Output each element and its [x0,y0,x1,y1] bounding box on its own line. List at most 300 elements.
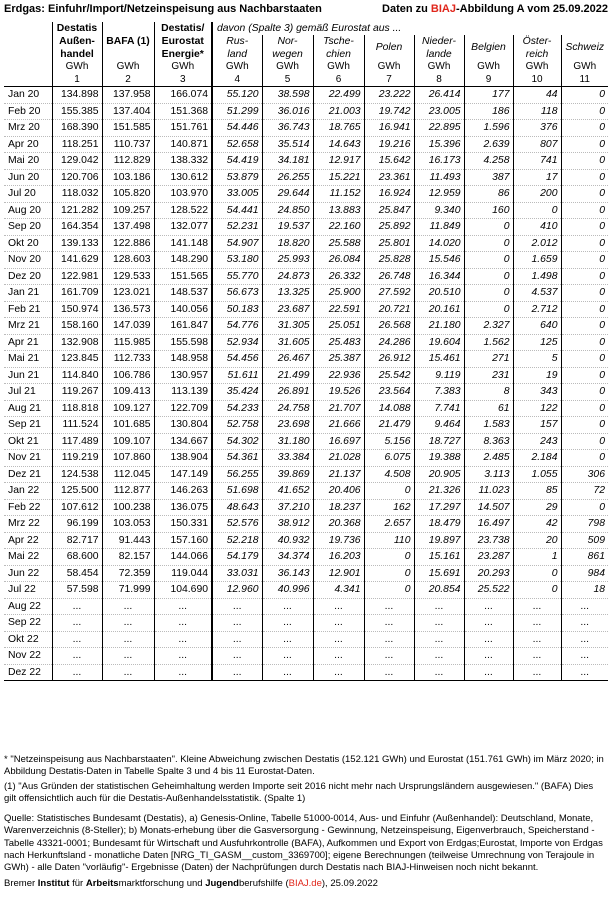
table-cell: ... [52,615,102,632]
row-label: Mrz 20 [4,120,52,137]
table-cell: 41.652 [262,483,313,500]
table-row [4,400,608,417]
table-cell: 0 [364,582,414,599]
table-cell: 4.341 [313,582,364,599]
table-cell: 107.860 [102,450,154,467]
table-cell: ... [414,631,464,648]
table-cell: 0 [561,120,608,137]
table-cell: 0 [561,417,608,434]
table-cell: 139.133 [52,235,102,252]
table-cell: 5 [513,351,561,368]
table-cell: 115.985 [102,334,154,351]
table-cell: 509 [561,532,608,549]
table-cell: ... [464,598,513,615]
table-cell: 119.044 [154,565,212,582]
table-cell: 134.667 [154,433,212,450]
table-cell: ... [414,648,464,665]
table-cell: 122.981 [52,268,102,285]
table-cell: 110 [364,532,414,549]
table-cell: 5.156 [364,433,414,450]
table-cell: 0 [561,235,608,252]
table-cell: 140.871 [154,136,212,153]
row-label: Aug 20 [4,202,52,219]
note-star: * "Netzeinspeisung aus Nachbarstaaten". Kleine Abweichung zwischen Destatis (152.121 GWh) und Eurostat (151.761 GWh) im März 2020; in Abbildung Destatis-Daten in Tabelle Spalte 3 und 4 bis 11 Eurostat-Daten. [4,754,604,778]
table-cell: 16.924 [364,186,414,203]
table-cell: 112.045 [102,466,154,483]
table-cell: 19.216 [364,136,414,153]
table-cell: 82.717 [52,532,102,549]
table-cell: 15.396 [414,136,464,153]
table-cell: 129.533 [102,268,154,285]
table-cell: 0 [561,301,608,318]
table-cell: 0 [561,103,608,120]
table-cell: 58.454 [52,565,102,582]
table-cell: 376 [513,120,561,137]
table-cell: 15.691 [414,565,464,582]
table-cell: 1 [513,549,561,566]
table-cell: 40.932 [262,532,313,549]
table-cell: 17.297 [414,499,464,516]
table-cell: 157.160 [154,532,212,549]
table-cell: 26.332 [313,268,364,285]
row-label: Apr 21 [4,334,52,351]
table-cell: 105.820 [102,186,154,203]
table-cell: 36.016 [262,103,313,120]
table-cell: 134.898 [52,87,102,104]
table-cell: ... [513,631,561,648]
table-cell: 8.363 [464,433,513,450]
row-label: Dez 22 [4,664,52,681]
note-1: (1) "Aus Gründen der statistischen Geheimhaltung werden Importe seit 2016 nicht mehr nach Ursprungsländern ausgewiesen." (BAFA) Dies gilt offensichtlich auch für die Destatis-Außenhandelsstatistik. (Spalte 1) [4,780,594,804]
table-cell: 129.042 [52,153,102,170]
table-cell: 100.238 [102,499,154,516]
table-cell: ... [364,631,414,648]
table-cell: 20.854 [414,582,464,599]
table-cell: 118.032 [52,186,102,203]
row-label: Aug 22 [4,598,52,615]
footer: Bremer Institut für Arbeitsmarktforschung und Jugendberufshilfe (BIAJ.de), 25.09.2022 [4,877,378,889]
table-cell: 147.039 [102,318,154,335]
table-cell: 125 [513,334,561,351]
table-cell: 34.181 [262,153,313,170]
table-cell: ... [561,615,608,632]
table-cell: 25.387 [313,351,364,368]
table-cell: 861 [561,549,608,566]
table-cell: 146.263 [154,483,212,500]
table-row [4,483,608,500]
table-cell: 0 [561,367,608,384]
table-cell: 85 [513,483,561,500]
table-cell: 144.066 [154,549,212,566]
table-cell: ... [561,631,608,648]
table-cell: ... [313,598,364,615]
table-cell: 2.485 [464,450,513,467]
table-cell: 23.564 [364,384,414,401]
table-row [4,318,608,335]
table-cell: 124.538 [52,466,102,483]
table-cell: 343 [513,384,561,401]
table-cell: ... [154,648,212,665]
table-cell: ... [52,598,102,615]
table-cell: 40.996 [262,582,313,599]
table-cell: 11.849 [414,219,464,236]
table-cell: 2.327 [464,318,513,335]
unit-label: GWh [313,61,364,73]
row-label: Nov 21 [4,450,52,467]
table-cell: 109.107 [102,433,154,450]
table-cell: 25.801 [364,235,414,252]
table-cell: 109.413 [102,384,154,401]
table-cell: ... [262,664,313,681]
table-cell: 61 [464,400,513,417]
table-cell: 20.721 [364,301,414,318]
table-cell: 56.255 [212,466,262,483]
table-cell: ... [364,648,414,665]
table-cell: 114.840 [52,367,102,384]
table-cell: 7.383 [414,384,464,401]
table-cell: 151.565 [154,268,212,285]
table-cell: ... [513,648,561,665]
row-label: Mrz 22 [4,516,52,533]
table-row [4,120,608,137]
table-cell: 2.184 [513,450,561,467]
table-cell: ... [313,664,364,681]
row-label: Nov 22 [4,648,52,665]
table-cell: 1.562 [464,334,513,351]
table-cell: 137.404 [102,103,154,120]
table-cell: ... [414,664,464,681]
col-norwegen: Nor-wegen [262,35,313,61]
table-cell: 24.758 [262,400,313,417]
table-cell: 48.643 [212,499,262,516]
table-cell: 140.056 [154,301,212,318]
row-label: Feb 20 [4,103,52,120]
table-cell: 128.522 [154,202,212,219]
table-cell: 132.077 [154,219,212,236]
table-cell: 12.901 [313,565,364,582]
table-cell: 0 [561,285,608,302]
table-cell: 0 [561,400,608,417]
table-cell: 151.585 [102,120,154,137]
table-cell: 104.690 [154,582,212,599]
table-cell: 112.733 [102,351,154,368]
table-cell: 14.020 [414,235,464,252]
table-cell: 91.443 [102,532,154,549]
table-cell: 24.850 [262,202,313,219]
table-cell: 25.522 [464,582,513,599]
table-cell: 148.958 [154,351,212,368]
column-number: 7 [364,73,414,87]
table-cell: ... [464,664,513,681]
table-cell: 147.149 [154,466,212,483]
table-cell: 119.219 [52,450,102,467]
table-cell: 55.770 [212,268,262,285]
table-cell: 26.912 [364,351,414,368]
col-belgien: Belgien [464,35,513,61]
row-label: Jan 20 [4,87,52,104]
table-cell: 9.340 [414,202,464,219]
table-cell: 19.604 [414,334,464,351]
table-cell: 1.583 [464,417,513,434]
table-cell: 22.499 [313,87,364,104]
table-cell: ... [513,598,561,615]
table-cell: ... [364,664,414,681]
table-row [4,417,608,434]
table-cell: ... [561,598,608,615]
table-cell: ... [212,631,262,648]
table-cell: 0 [561,153,608,170]
table-cell: 13.883 [313,202,364,219]
row-label: Sep 21 [4,417,52,434]
table-cell: 23.222 [364,87,414,104]
table-cell: 162 [364,499,414,516]
table-cell: 103.186 [102,169,154,186]
table-row [4,219,608,236]
notes [4,754,604,890]
unit-label: GWh [414,61,464,73]
table-cell: 25.993 [262,252,313,269]
table-cell: 0 [561,433,608,450]
table-cell: 103.053 [102,516,154,533]
unit-label: GWh [513,61,561,73]
row-label: Apr 22 [4,532,52,549]
table-cell: 52.658 [212,136,262,153]
table-cell: 18.765 [313,120,364,137]
table-cell: 148.537 [154,285,212,302]
table-cell: ... [313,615,364,632]
table-cell: 0 [561,219,608,236]
table-cell: 0 [513,582,561,599]
table-cell: 33.005 [212,186,262,203]
table-row [4,384,608,401]
table-cell: ... [262,648,313,665]
column-number: 1 [52,73,102,87]
table-cell: 54.441 [212,202,262,219]
table-cell: 53.879 [212,169,262,186]
table-cell: 14.643 [313,136,364,153]
table-cell: 19.526 [313,384,364,401]
table-cell: 0 [513,202,561,219]
table-cell: 2.712 [513,301,561,318]
table-cell: 123.021 [102,285,154,302]
table-cell: 151.761 [154,120,212,137]
table-cell: 21.028 [313,450,364,467]
table-cell: 141.629 [52,252,102,269]
gas-import-table [4,22,608,681]
table-cell: 29.644 [262,186,313,203]
table-row [4,648,608,665]
table-row [4,285,608,302]
table-cell: 19.897 [414,532,464,549]
table-cell: 14.507 [464,499,513,516]
table-row [4,499,608,516]
table-cell: 17 [513,169,561,186]
table-row [4,598,608,615]
table-cell: 22.160 [313,219,364,236]
row-label: Jun 22 [4,565,52,582]
table-cell: ... [561,664,608,681]
table-row [4,235,608,252]
table-cell: 51.299 [212,103,262,120]
column-number: 10 [513,73,561,87]
row-label: Dez 20 [4,268,52,285]
table-cell: 112.829 [102,153,154,170]
table-cell: 23.287 [464,549,513,566]
table-cell: 0 [561,186,608,203]
column-number: 9 [464,73,513,87]
table-cell: 0 [561,450,608,467]
table-cell: 103.970 [154,186,212,203]
table-row [4,268,608,285]
table-cell: 161.709 [52,285,102,302]
table-row [4,565,608,582]
row-label: Mai 22 [4,549,52,566]
table-cell: 160 [464,202,513,219]
table-cell: ... [561,648,608,665]
page-title: Erdgas: Einfuhr/Import/Netzeinspeisung aus Nachbarstaaten [4,3,322,15]
table-cell: 56.673 [212,285,262,302]
table-cell: 148.290 [154,252,212,269]
table-cell: 112.877 [102,483,154,500]
row-label: Jan 21 [4,285,52,302]
table-cell: 19.736 [313,532,364,549]
table-cell: 25.483 [313,334,364,351]
table-cell: 19.388 [414,450,464,467]
table-cell: ... [464,615,513,632]
table-cell: 151.368 [154,103,212,120]
table-cell: 132.908 [52,334,102,351]
table-cell: 121.282 [52,202,102,219]
table-cell: 119.267 [52,384,102,401]
table-cell: ... [313,631,364,648]
table-cell: 4.508 [364,466,414,483]
table-cell: 8 [464,384,513,401]
table-cell: 31.305 [262,318,313,335]
table-cell: 11.493 [414,169,464,186]
table-cell: 31.180 [262,433,313,450]
table-cell: ... [364,598,414,615]
table-cell: 26.568 [364,318,414,335]
table-cell: 25.828 [364,252,414,269]
header-date: Daten zu BIAJ-Abbildung A vom 25.09.2022 [382,3,608,15]
table-cell: 2.639 [464,136,513,153]
table-cell: 25.588 [313,235,364,252]
table-cell: 50.183 [212,301,262,318]
table-cell: 44 [513,87,561,104]
table-row [4,615,608,632]
table-cell: ... [414,598,464,615]
table-cell: 15.642 [364,153,414,170]
table-cell: 54.233 [212,400,262,417]
table-cell: 22.936 [313,367,364,384]
table-cell: 20.406 [313,483,364,500]
table-cell: 35.424 [212,384,262,401]
table-cell: 0 [561,136,608,153]
table-cell: 54.446 [212,120,262,137]
table-cell: 53.180 [212,252,262,269]
column-number: 6 [313,73,364,87]
table-cell: 18.479 [414,516,464,533]
table-cell: 111.524 [52,417,102,434]
table-cell: 128.603 [102,252,154,269]
table-cell: 11.023 [464,483,513,500]
col-destatis-eurostat: Destatis/ Eurostat Energie* [154,22,212,61]
table-cell: 15.161 [414,549,464,566]
table-cell: 158.160 [52,318,102,335]
table-cell: ... [262,615,313,632]
table-cell: ... [52,664,102,681]
table-cell: 1.596 [464,120,513,137]
table-cell: 138.904 [154,450,212,467]
table-cell: 20.368 [313,516,364,533]
table-cell: 122.709 [154,400,212,417]
table-row [4,367,608,384]
column-number: 11 [561,73,608,87]
table-cell: ... [212,615,262,632]
table-row [4,169,608,186]
table-row [4,450,608,467]
table-cell: 0 [561,384,608,401]
table-cell: ... [212,598,262,615]
table-cell: 2.012 [513,235,561,252]
table-cell: ... [102,648,154,665]
table-cell: 0 [561,169,608,186]
table-cell: 984 [561,565,608,582]
col-schweiz: Schweiz [565,42,605,53]
table-cell: 3.113 [464,466,513,483]
table-cell: 16.697 [313,433,364,450]
table-cell: 136.573 [102,301,154,318]
table-cell: 1.055 [513,466,561,483]
table-cell: 15.546 [414,252,464,269]
column-number: 4 [212,73,262,87]
table-cell: ... [52,648,102,665]
table-cell: 15.221 [313,169,364,186]
column-number: 3 [154,73,212,87]
table-cell: 29 [513,499,561,516]
unit-label: GWh [364,61,414,73]
table-cell: 118.251 [52,136,102,153]
table-cell: 33.031 [212,565,262,582]
table-cell: 21.180 [414,318,464,335]
table-cell: 52.934 [212,334,262,351]
table-cell: 0 [561,334,608,351]
table-row [4,334,608,351]
table-cell: 37.210 [262,499,313,516]
table-cell: 38.912 [262,516,313,533]
table-cell: 166.074 [154,87,212,104]
table-cell: ... [102,631,154,648]
table-cell: 7.741 [414,400,464,417]
table-cell: 18 [561,582,608,599]
table-cell: 2.657 [364,516,414,533]
table-cell: ... [102,615,154,632]
table-cell: 0 [364,549,414,566]
table-cell: 137.958 [102,87,154,104]
table-cell: 55.120 [212,87,262,104]
table-cell: 51.698 [212,483,262,500]
table-cell: 14.088 [364,400,414,417]
table-cell: 798 [561,516,608,533]
table-cell: 25.847 [364,202,414,219]
table-cell: 82.157 [102,549,154,566]
row-label: Sep 20 [4,219,52,236]
table-cell: 34.374 [262,549,313,566]
table-cell: 122 [513,400,561,417]
table-cell: 21.137 [313,466,364,483]
table-cell: 36.143 [262,565,313,582]
row-label: Jul 20 [4,186,52,203]
